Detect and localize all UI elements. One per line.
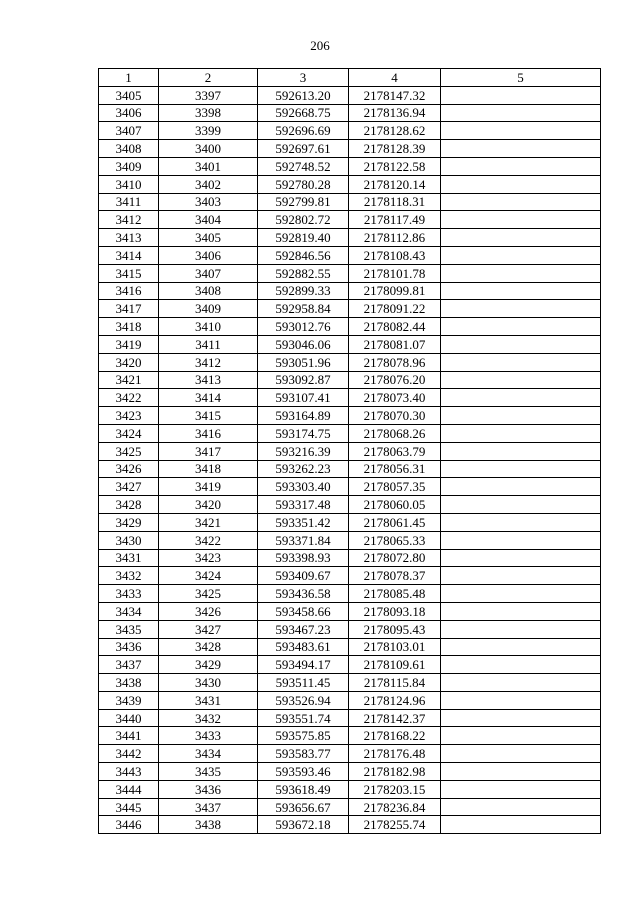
y-coordinate-cell: 2178076.20 — [349, 371, 441, 389]
table-body — [99, 86, 601, 833]
y-coordinate-cell: 2178120.14 — [349, 175, 441, 193]
note-cell — [441, 816, 601, 834]
table-row — [99, 798, 601, 816]
point-id-cell: 3419 — [159, 478, 258, 496]
table-row — [99, 140, 601, 158]
table-row — [99, 460, 601, 478]
x-coordinate-cell: 593107.41 — [258, 389, 349, 407]
point-number-cell: 3412 — [99, 211, 159, 229]
point-id-cell: 3420 — [159, 496, 258, 514]
table-row — [99, 745, 601, 763]
table-row — [99, 691, 601, 709]
note-cell — [441, 763, 601, 781]
point-number-cell: 3424 — [99, 424, 159, 442]
x-coordinate-cell: 592799.81 — [258, 193, 349, 211]
table-row — [99, 478, 601, 496]
table-row — [99, 229, 601, 247]
point-id-cell: 3421 — [159, 513, 258, 531]
x-coordinate-cell: 593046.06 — [258, 335, 349, 353]
point-id-cell: 3433 — [159, 727, 258, 745]
note-cell — [441, 620, 601, 638]
point-number-cell: 3418 — [99, 318, 159, 336]
x-coordinate-cell: 592696.69 — [258, 122, 349, 140]
table-row — [99, 513, 601, 531]
table-row — [99, 496, 601, 514]
x-coordinate-cell: 593051.96 — [258, 353, 349, 371]
table-row — [99, 585, 601, 603]
table-row — [99, 709, 601, 727]
y-coordinate-cell: 2178072.80 — [349, 549, 441, 567]
point-id-cell: 3406 — [159, 246, 258, 264]
note-cell — [441, 407, 601, 425]
note-cell — [441, 496, 601, 514]
x-coordinate-cell: 592802.72 — [258, 211, 349, 229]
table-row — [99, 318, 601, 336]
y-coordinate-cell: 2178168.22 — [349, 727, 441, 745]
point-id-cell: 3416 — [159, 424, 258, 442]
column-header-4: 4 — [349, 69, 441, 87]
x-coordinate-cell: 593551.74 — [258, 709, 349, 727]
table-row — [99, 656, 601, 674]
y-coordinate-cell: 2178136.94 — [349, 104, 441, 122]
point-number-cell: 3436 — [99, 638, 159, 656]
point-number-cell: 3416 — [99, 282, 159, 300]
coordinates-table — [98, 68, 601, 834]
point-number-cell: 3432 — [99, 567, 159, 585]
point-id-cell: 3423 — [159, 549, 258, 567]
y-coordinate-cell: 2178068.26 — [349, 424, 441, 442]
y-coordinate-cell: 2178057.35 — [349, 478, 441, 496]
note-cell — [441, 585, 601, 603]
table-row — [99, 157, 601, 175]
x-coordinate-cell: 593436.58 — [258, 585, 349, 603]
table-header-row — [99, 69, 601, 87]
point-id-cell: 3425 — [159, 585, 258, 603]
y-coordinate-cell: 2178109.61 — [349, 656, 441, 674]
point-number-cell: 3406 — [99, 104, 159, 122]
point-id-cell: 3415 — [159, 407, 258, 425]
x-coordinate-cell: 593526.94 — [258, 691, 349, 709]
point-number-cell: 3430 — [99, 531, 159, 549]
y-coordinate-cell: 2178061.45 — [349, 513, 441, 531]
x-coordinate-cell: 592819.40 — [258, 229, 349, 247]
note-cell — [441, 389, 601, 407]
x-coordinate-cell: 593371.84 — [258, 531, 349, 549]
table-row — [99, 371, 601, 389]
note-cell — [441, 246, 601, 264]
note-cell — [441, 300, 601, 318]
point-id-cell: 3405 — [159, 229, 258, 247]
y-coordinate-cell: 2178203.15 — [349, 780, 441, 798]
table-row — [99, 638, 601, 656]
note-cell — [441, 353, 601, 371]
point-number-cell: 3417 — [99, 300, 159, 318]
point-number-cell: 3407 — [99, 122, 159, 140]
point-number-cell: 3433 — [99, 585, 159, 603]
point-number-cell: 3439 — [99, 691, 159, 709]
y-coordinate-cell: 2178117.49 — [349, 211, 441, 229]
table-row — [99, 300, 601, 318]
table-row — [99, 389, 601, 407]
point-number-cell: 3413 — [99, 229, 159, 247]
point-id-cell: 3399 — [159, 122, 258, 140]
table-row — [99, 86, 601, 104]
x-coordinate-cell: 593483.61 — [258, 638, 349, 656]
point-number-cell: 3443 — [99, 763, 159, 781]
y-coordinate-cell: 2178103.01 — [349, 638, 441, 656]
y-coordinate-cell: 2178073.40 — [349, 389, 441, 407]
y-coordinate-cell: 2178122.58 — [349, 157, 441, 175]
table-row — [99, 763, 601, 781]
point-number-cell: 3444 — [99, 780, 159, 798]
point-number-cell: 3410 — [99, 175, 159, 193]
table-row — [99, 727, 601, 745]
point-id-cell: 3410 — [159, 318, 258, 336]
note-cell — [441, 122, 601, 140]
y-coordinate-cell: 2178112.86 — [349, 229, 441, 247]
note-cell — [441, 175, 601, 193]
point-number-cell: 3441 — [99, 727, 159, 745]
x-coordinate-cell: 593656.67 — [258, 798, 349, 816]
x-coordinate-cell: 593618.49 — [258, 780, 349, 798]
y-coordinate-cell: 2178147.32 — [349, 86, 441, 104]
point-number-cell: 3440 — [99, 709, 159, 727]
point-number-cell: 3421 — [99, 371, 159, 389]
x-coordinate-cell: 592846.56 — [258, 246, 349, 264]
note-cell — [441, 674, 601, 692]
point-id-cell: 3404 — [159, 211, 258, 229]
point-number-cell: 3438 — [99, 674, 159, 692]
y-coordinate-cell: 2178095.43 — [349, 620, 441, 638]
point-id-cell: 3402 — [159, 175, 258, 193]
x-coordinate-cell: 592668.75 — [258, 104, 349, 122]
x-coordinate-cell: 593467.23 — [258, 620, 349, 638]
x-coordinate-cell: 593583.77 — [258, 745, 349, 763]
x-coordinate-cell: 593494.17 — [258, 656, 349, 674]
point-number-cell: 3419 — [99, 335, 159, 353]
y-coordinate-cell: 2178176.48 — [349, 745, 441, 763]
point-id-cell: 3438 — [159, 816, 258, 834]
y-coordinate-cell: 2178124.96 — [349, 691, 441, 709]
table-row — [99, 246, 601, 264]
note-cell — [441, 211, 601, 229]
table-row — [99, 193, 601, 211]
column-header-3: 3 — [258, 69, 349, 87]
point-id-cell: 3418 — [159, 460, 258, 478]
x-coordinate-cell: 593672.18 — [258, 816, 349, 834]
y-coordinate-cell: 2178056.31 — [349, 460, 441, 478]
column-header-2: 2 — [159, 69, 258, 87]
column-header-1: 1 — [99, 69, 159, 87]
point-number-cell: 3434 — [99, 602, 159, 620]
note-cell — [441, 424, 601, 442]
note-cell — [441, 638, 601, 656]
table-row — [99, 620, 601, 638]
point-number-cell: 3435 — [99, 620, 159, 638]
point-id-cell: 3417 — [159, 442, 258, 460]
note-cell — [441, 371, 601, 389]
y-coordinate-cell: 2178108.43 — [349, 246, 441, 264]
note-cell — [441, 86, 601, 104]
note-cell — [441, 780, 601, 798]
y-coordinate-cell: 2178182.98 — [349, 763, 441, 781]
point-id-cell: 3401 — [159, 157, 258, 175]
point-id-cell: 3426 — [159, 602, 258, 620]
point-id-cell: 3397 — [159, 86, 258, 104]
table-row — [99, 549, 601, 567]
note-cell — [441, 442, 601, 460]
y-coordinate-cell: 2178128.62 — [349, 122, 441, 140]
note-cell — [441, 104, 601, 122]
point-id-cell: 3434 — [159, 745, 258, 763]
note-cell — [441, 318, 601, 336]
table-row — [99, 424, 601, 442]
point-number-cell: 3425 — [99, 442, 159, 460]
x-coordinate-cell: 592958.84 — [258, 300, 349, 318]
y-coordinate-cell: 2178093.18 — [349, 602, 441, 620]
point-number-cell: 3420 — [99, 353, 159, 371]
point-number-cell: 3431 — [99, 549, 159, 567]
table-row — [99, 335, 601, 353]
y-coordinate-cell: 2178236.84 — [349, 798, 441, 816]
point-id-cell: 3422 — [159, 531, 258, 549]
point-number-cell: 3414 — [99, 246, 159, 264]
y-coordinate-cell: 2178060.05 — [349, 496, 441, 514]
point-number-cell: 3442 — [99, 745, 159, 763]
y-coordinate-cell: 2178101.78 — [349, 264, 441, 282]
note-cell — [441, 264, 601, 282]
point-id-cell: 3428 — [159, 638, 258, 656]
table-row — [99, 816, 601, 834]
point-id-cell: 3400 — [159, 140, 258, 158]
point-id-cell: 3430 — [159, 674, 258, 692]
point-number-cell: 3422 — [99, 389, 159, 407]
point-number-cell: 3423 — [99, 407, 159, 425]
note-cell — [441, 549, 601, 567]
note-cell — [441, 709, 601, 727]
point-number-cell: 3409 — [99, 157, 159, 175]
y-coordinate-cell: 2178081.07 — [349, 335, 441, 353]
y-coordinate-cell: 2178078.37 — [349, 567, 441, 585]
y-coordinate-cell: 2178082.44 — [349, 318, 441, 336]
table-row — [99, 531, 601, 549]
point-id-cell: 3413 — [159, 371, 258, 389]
point-id-cell: 3408 — [159, 282, 258, 300]
point-id-cell: 3412 — [159, 353, 258, 371]
x-coordinate-cell: 593262.23 — [258, 460, 349, 478]
x-coordinate-cell: 593164.89 — [258, 407, 349, 425]
x-coordinate-cell: 593012.76 — [258, 318, 349, 336]
note-cell — [441, 656, 601, 674]
point-id-cell: 3427 — [159, 620, 258, 638]
point-id-cell: 3398 — [159, 104, 258, 122]
note-cell — [441, 798, 601, 816]
x-coordinate-cell: 593317.48 — [258, 496, 349, 514]
point-number-cell: 3445 — [99, 798, 159, 816]
table-row — [99, 674, 601, 692]
point-id-cell: 3411 — [159, 335, 258, 353]
y-coordinate-cell: 2178078.96 — [349, 353, 441, 371]
note-cell — [441, 531, 601, 549]
note-cell — [441, 193, 601, 211]
x-coordinate-cell: 593092.87 — [258, 371, 349, 389]
point-number-cell: 3427 — [99, 478, 159, 496]
point-number-cell: 3405 — [99, 86, 159, 104]
y-coordinate-cell: 2178065.33 — [349, 531, 441, 549]
point-number-cell: 3437 — [99, 656, 159, 674]
y-coordinate-cell: 2178115.84 — [349, 674, 441, 692]
table-row — [99, 122, 601, 140]
x-coordinate-cell: 592748.52 — [258, 157, 349, 175]
x-coordinate-cell: 593398.93 — [258, 549, 349, 567]
point-id-cell: 3414 — [159, 389, 258, 407]
table-row — [99, 602, 601, 620]
y-coordinate-cell: 2178142.37 — [349, 709, 441, 727]
note-cell — [441, 602, 601, 620]
x-coordinate-cell: 593575.85 — [258, 727, 349, 745]
x-coordinate-cell: 592882.55 — [258, 264, 349, 282]
x-coordinate-cell: 593351.42 — [258, 513, 349, 531]
point-number-cell: 3429 — [99, 513, 159, 531]
table-row — [99, 282, 601, 300]
point-id-cell: 3407 — [159, 264, 258, 282]
point-id-cell: 3409 — [159, 300, 258, 318]
y-coordinate-cell: 2178091.22 — [349, 300, 441, 318]
y-coordinate-cell: 2178128.39 — [349, 140, 441, 158]
note-cell — [441, 140, 601, 158]
note-cell — [441, 282, 601, 300]
y-coordinate-cell: 2178255.74 — [349, 816, 441, 834]
y-coordinate-cell: 2178070.30 — [349, 407, 441, 425]
point-number-cell: 3428 — [99, 496, 159, 514]
note-cell — [441, 513, 601, 531]
point-id-cell: 3431 — [159, 691, 258, 709]
x-coordinate-cell: 593458.66 — [258, 602, 349, 620]
x-coordinate-cell: 592613.20 — [258, 86, 349, 104]
point-id-cell: 3435 — [159, 763, 258, 781]
table-row — [99, 175, 601, 193]
x-coordinate-cell: 593593.46 — [258, 763, 349, 781]
point-id-cell: 3424 — [159, 567, 258, 585]
table-row — [99, 407, 601, 425]
note-cell — [441, 157, 601, 175]
point-number-cell: 3426 — [99, 460, 159, 478]
note-cell — [441, 567, 601, 585]
point-id-cell: 3432 — [159, 709, 258, 727]
x-coordinate-cell: 592780.28 — [258, 175, 349, 193]
x-coordinate-cell: 593216.39 — [258, 442, 349, 460]
note-cell — [441, 335, 601, 353]
y-coordinate-cell: 2178085.48 — [349, 585, 441, 603]
point-number-cell: 3411 — [99, 193, 159, 211]
note-cell — [441, 745, 601, 763]
point-id-cell: 3429 — [159, 656, 258, 674]
y-coordinate-cell: 2178099.81 — [349, 282, 441, 300]
note-cell — [441, 478, 601, 496]
point-id-cell: 3436 — [159, 780, 258, 798]
table-row — [99, 780, 601, 798]
x-coordinate-cell: 593409.67 — [258, 567, 349, 585]
table-row — [99, 567, 601, 585]
table-row — [99, 211, 601, 229]
column-header-5: 5 — [441, 69, 601, 87]
point-number-cell: 3408 — [99, 140, 159, 158]
point-id-cell: 3403 — [159, 193, 258, 211]
note-cell — [441, 229, 601, 247]
point-number-cell: 3446 — [99, 816, 159, 834]
point-number-cell: 3415 — [99, 264, 159, 282]
table-row — [99, 104, 601, 122]
note-cell — [441, 691, 601, 709]
page-number: 206 — [310, 38, 330, 53]
x-coordinate-cell: 592899.33 — [258, 282, 349, 300]
x-coordinate-cell: 593511.45 — [258, 674, 349, 692]
x-coordinate-cell: 593303.40 — [258, 478, 349, 496]
y-coordinate-cell: 2178118.31 — [349, 193, 441, 211]
point-id-cell: 3437 — [159, 798, 258, 816]
table-row — [99, 264, 601, 282]
table-row — [99, 353, 601, 371]
note-cell — [441, 460, 601, 478]
table-row — [99, 442, 601, 460]
y-coordinate-cell: 2178063.79 — [349, 442, 441, 460]
x-coordinate-cell: 592697.61 — [258, 140, 349, 158]
note-cell — [441, 727, 601, 745]
x-coordinate-cell: 593174.75 — [258, 424, 349, 442]
